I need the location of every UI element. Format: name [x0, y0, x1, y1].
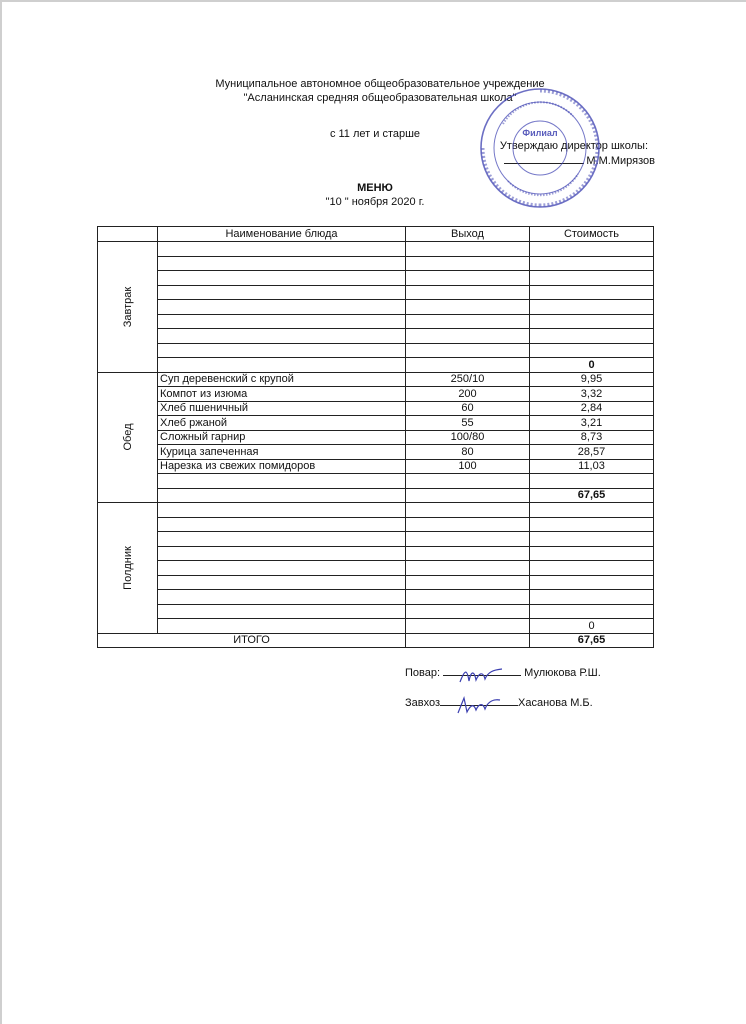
- table-row: [98, 372, 654, 387]
- table-row: [98, 488, 654, 503]
- yield-cell: [406, 590, 530, 605]
- yield-cell: [406, 242, 530, 257]
- dish-cell: [158, 300, 406, 315]
- cost-cell: [530, 242, 654, 257]
- yield-cell: [406, 271, 530, 286]
- yield-cell: [406, 546, 530, 561]
- menu-title: МЕНЮ: [357, 182, 393, 194]
- dish-cell: [158, 532, 406, 547]
- keeper-label: Завхоз: [405, 697, 441, 709]
- yield-cell: [406, 358, 530, 373]
- column-header-cost: Стоимость: [530, 227, 654, 242]
- dish-cell: Хлеб пшеничный: [158, 401, 406, 416]
- dish-cell: [158, 619, 406, 634]
- dish-cell: [158, 503, 406, 518]
- keeper-handwritten-signature: [454, 695, 502, 717]
- yield-cell: [406, 604, 530, 619]
- yield-cell: 80: [406, 445, 530, 460]
- yield-cell: [406, 619, 530, 634]
- column-header-yield: Выход: [406, 227, 530, 242]
- yield-cell: [406, 517, 530, 532]
- yield-cell: [406, 532, 530, 547]
- grand-total-row: [98, 633, 654, 648]
- table-row: [98, 619, 654, 634]
- column-header-dish: Наименование блюда: [158, 227, 406, 242]
- dish-cell: Сложный гарнир: [158, 430, 406, 445]
- cost-cell: [530, 285, 654, 300]
- section-name: Полдник: [121, 545, 134, 590]
- keeper-signature-line: [440, 705, 518, 706]
- table-row: [98, 459, 654, 474]
- cost-cell: 11,03: [530, 459, 654, 474]
- dish-cell: [158, 546, 406, 561]
- org-name-line2: "Асланинская средняя общеобразовательная школа": [243, 92, 517, 104]
- yield-cell: [406, 575, 530, 590]
- yield-cell: [406, 343, 530, 358]
- yield-cell: [406, 256, 530, 271]
- dish-cell: [158, 604, 406, 619]
- cost-cell: [530, 590, 654, 605]
- grand-total-label: ИТОГО: [98, 633, 406, 648]
- table-row: [98, 358, 654, 373]
- section-label-cell: [98, 503, 158, 634]
- yield-cell: 250/10: [406, 372, 530, 387]
- dish-cell: [158, 517, 406, 532]
- dish-cell: [158, 343, 406, 358]
- school-stamp: [478, 86, 602, 210]
- dish-cell: [158, 358, 406, 373]
- cost-cell: [530, 329, 654, 344]
- table-row: [98, 256, 654, 271]
- cost-cell: [530, 546, 654, 561]
- yield-cell: [406, 300, 530, 315]
- dish-cell: Нарезка из свежих помидоров: [158, 459, 406, 474]
- cost-cell: [530, 503, 654, 518]
- yield-cell: 200: [406, 387, 530, 402]
- table-row: [98, 387, 654, 402]
- org-name-line1: Муниципальное автономное общеобразовательное учреждение: [215, 78, 545, 90]
- yield-cell: 100/80: [406, 430, 530, 445]
- yield-cell: 55: [406, 416, 530, 431]
- table-row: [98, 474, 654, 489]
- cook-signature: [405, 667, 601, 679]
- yield-cell: [406, 488, 530, 503]
- dish-cell: Компот из изюма: [158, 387, 406, 402]
- table-row: [98, 300, 654, 315]
- cost-cell: [530, 271, 654, 286]
- cost-cell: [530, 300, 654, 315]
- cost-cell: 28,57: [530, 445, 654, 460]
- table-row: [98, 445, 654, 460]
- yield-cell: [406, 503, 530, 518]
- menu-table: [97, 226, 654, 648]
- section-label-cell: [98, 242, 158, 373]
- age-group: с 11 лет и старше: [329, 128, 421, 140]
- section-total-cell: 0: [530, 619, 654, 634]
- cook-signature-line: [443, 675, 521, 676]
- table-row: [98, 285, 654, 300]
- header-section-cell: [98, 227, 158, 242]
- section-total-cell: 67,65: [530, 488, 654, 503]
- dish-cell: [158, 271, 406, 286]
- cost-cell: [530, 256, 654, 271]
- dish-cell: [158, 256, 406, 271]
- table-row: [98, 517, 654, 532]
- dish-cell: [158, 561, 406, 576]
- approve-label: Утверждаю директор школы:: [499, 140, 648, 152]
- table-row: [98, 546, 654, 561]
- cook-name: Мулюкова Р.Ш.: [524, 667, 601, 679]
- cost-cell: [530, 517, 654, 532]
- cost-cell: 3,32: [530, 387, 654, 402]
- menu-date: "10 " ноября 2020 г.: [325, 196, 425, 208]
- dish-cell: [158, 242, 406, 257]
- table-row: [98, 590, 654, 605]
- dish-cell: [158, 314, 406, 329]
- table-row: [98, 401, 654, 416]
- dish-cell: [158, 329, 406, 344]
- table-row: [98, 532, 654, 547]
- cost-cell: [530, 532, 654, 547]
- grand-total-value: 67,65: [530, 633, 654, 648]
- cost-cell: [530, 343, 654, 358]
- keeper-signature: [405, 697, 593, 709]
- table-row: [98, 271, 654, 286]
- cook-label: Повар:: [405, 667, 441, 679]
- section-name: Завтрак: [121, 286, 134, 327]
- table-row: [98, 430, 654, 445]
- yield-cell: [406, 285, 530, 300]
- yield-cell: 100: [406, 459, 530, 474]
- dish-cell: [158, 575, 406, 590]
- dish-cell: [158, 285, 406, 300]
- grand-total-empty: [406, 633, 530, 648]
- dish-cell: [158, 488, 406, 503]
- dish-cell: Курица запеченная: [158, 445, 406, 460]
- dish-cell: [158, 590, 406, 605]
- table-row: [98, 561, 654, 576]
- dish-cell: Суп деревенский с крупой: [158, 372, 406, 387]
- cost-cell: [530, 314, 654, 329]
- dish-cell: [158, 474, 406, 489]
- yield-cell: [406, 474, 530, 489]
- cost-cell: 3,21: [530, 416, 654, 431]
- yield-cell: [406, 561, 530, 576]
- cost-cell: [530, 474, 654, 489]
- table-row: [98, 416, 654, 431]
- yield-cell: 60: [406, 401, 530, 416]
- cost-cell: [530, 561, 654, 576]
- table-row: [98, 503, 654, 518]
- section-total-cell: 0: [530, 358, 654, 373]
- table-row: [98, 314, 654, 329]
- table-row: [98, 343, 654, 358]
- section-name: Обед: [121, 423, 134, 451]
- keeper-name: Хасанова М.Б.: [518, 697, 593, 709]
- director-name: М.М.Мирязов: [586, 155, 655, 167]
- cost-cell: [530, 575, 654, 590]
- table-row: [98, 329, 654, 344]
- dish-cell: Хлеб ржаной: [158, 416, 406, 431]
- cook-handwritten-signature: [457, 665, 505, 687]
- yield-cell: [406, 314, 530, 329]
- cost-cell: [530, 604, 654, 619]
- yield-cell: [406, 329, 530, 344]
- cost-cell: 2,84: [530, 401, 654, 416]
- section-label-cell: [98, 372, 158, 503]
- cost-cell: 8,73: [530, 430, 654, 445]
- stamp-center-text: Филиал: [522, 128, 558, 138]
- table-row: [98, 604, 654, 619]
- table-header-row: [98, 227, 654, 242]
- table-row: [98, 242, 654, 257]
- cost-cell: 9,95: [530, 372, 654, 387]
- table-row: [98, 575, 654, 590]
